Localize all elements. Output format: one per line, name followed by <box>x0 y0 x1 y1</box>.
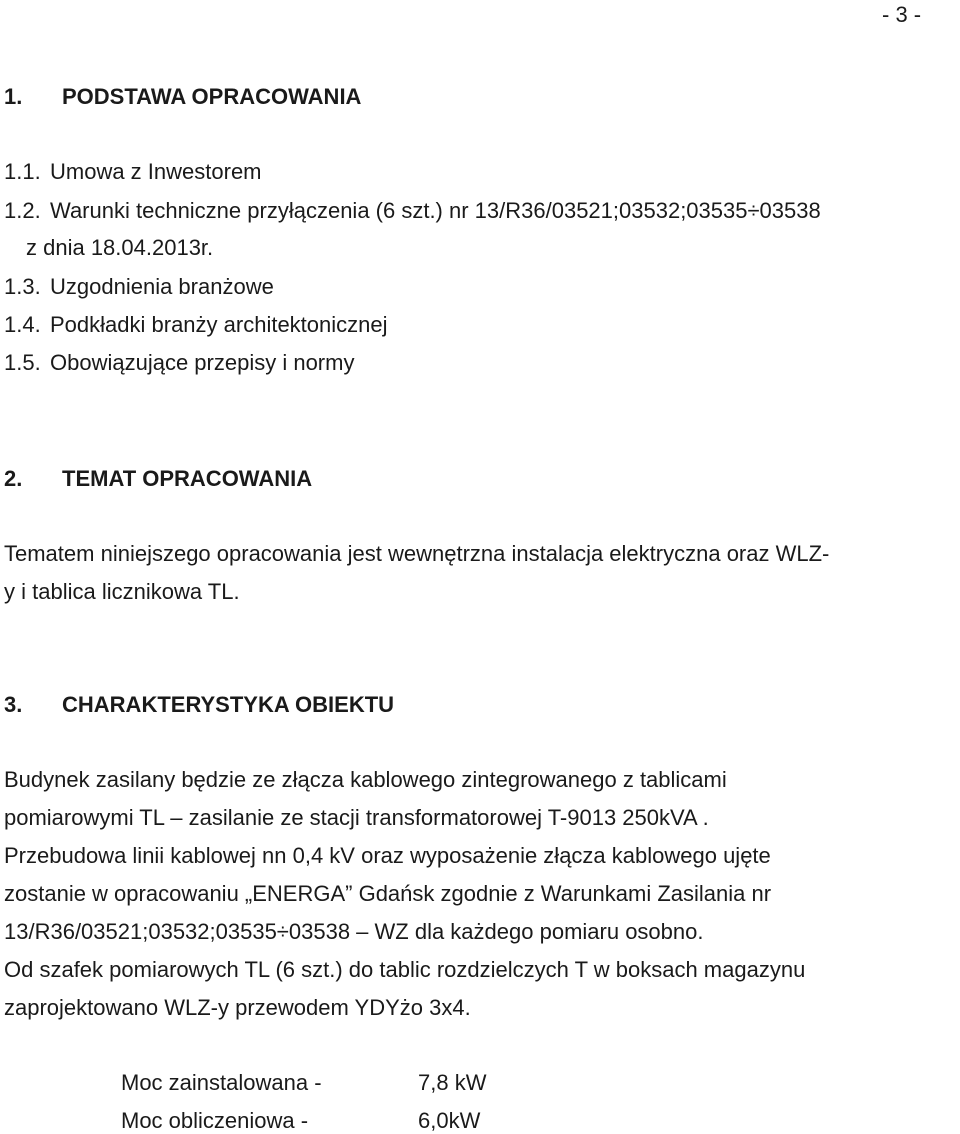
item-number: 1.3. <box>4 274 41 299</box>
paragraph-line: zostanie w opracowaniu „ENERGA” Gdańsk zgodnie z Warunkami Zasilania nr <box>4 881 772 906</box>
section-1-heading <box>4 84 361 110</box>
paragraph-line: y i tablica licznikowa TL. <box>4 579 240 604</box>
item-number: 1.1. <box>4 159 41 184</box>
page-number: - 3 - <box>882 2 922 27</box>
section-3-number: 3. <box>4 692 23 717</box>
list-item-1-3 <box>4 274 274 300</box>
paragraph-line: Od szafek pomiarowych TL (6 szt.) do tablic rozdzielczych T w boksach magazynu <box>4 957 806 982</box>
section-3-title: CHARAKTERYSTYKA OBIEKTU <box>62 692 395 717</box>
paragraph-line: Tematem niniejszego opracowania jest wewnętrzna instalacja elektryczna oraz WLZ- <box>4 541 830 566</box>
list-item-1-2-continuation: z dnia 18.04.2013r. <box>26 235 214 260</box>
item-text: Obowiązujące przepisy i normy <box>50 350 355 375</box>
calculated-power-label: Moc obliczeniowa - <box>121 1108 309 1133</box>
item-text: Podkładki branży architektonicznej <box>50 312 388 337</box>
installed-power-value: 7,8 kW <box>418 1070 487 1095</box>
calculated-power-value: 6,0kW <box>418 1108 481 1133</box>
paragraph-line: zaprojektowano WLZ-y przewodem YDYżo 3x4. <box>4 995 471 1020</box>
list-item-1-2 <box>4 198 821 224</box>
item-number: 1.4. <box>4 312 41 337</box>
item-text: Umowa z Inwestorem <box>50 159 262 184</box>
item-text: Uzgodnienia branżowe <box>50 274 274 299</box>
list-item-1-5 <box>4 350 354 376</box>
item-number: 1.5. <box>4 350 41 375</box>
section-1-title: PODSTAWA OPRACOWANIA <box>62 84 362 109</box>
item-text: Warunki techniczne przyłączenia (6 szt.) nr 13/R36/03521;03532;03535÷03538 <box>50 198 821 223</box>
paragraph-line: Budynek zasilany będzie ze złącza kablowego zintegrowanego z tablicami <box>4 767 727 792</box>
section-2-title: TEMAT OPRACOWANIA <box>62 466 313 491</box>
section-3-heading <box>4 692 394 718</box>
paragraph-line: pomiarowymi TL – zasilanie ze stacji transformatorowej T-9013 250kVA . <box>4 805 709 830</box>
section-2-heading <box>4 466 312 492</box>
paragraph-line: 13/R36/03521;03532;03535÷03538 – WZ dla każdego pomiaru osobno. <box>4 919 704 944</box>
list-item-1-1 <box>4 159 262 185</box>
section-1-number: 1. <box>4 84 23 109</box>
section-2-number: 2. <box>4 466 23 491</box>
paragraph-line: Przebudowa linii kablowej nn 0,4 kV oraz wyposażenie złącza kablowego ujęte <box>4 843 771 868</box>
installed-power-label: Moc zainstalowana - <box>121 1070 322 1095</box>
item-number: 1.2. <box>4 198 41 223</box>
list-item-1-4 <box>4 312 388 338</box>
